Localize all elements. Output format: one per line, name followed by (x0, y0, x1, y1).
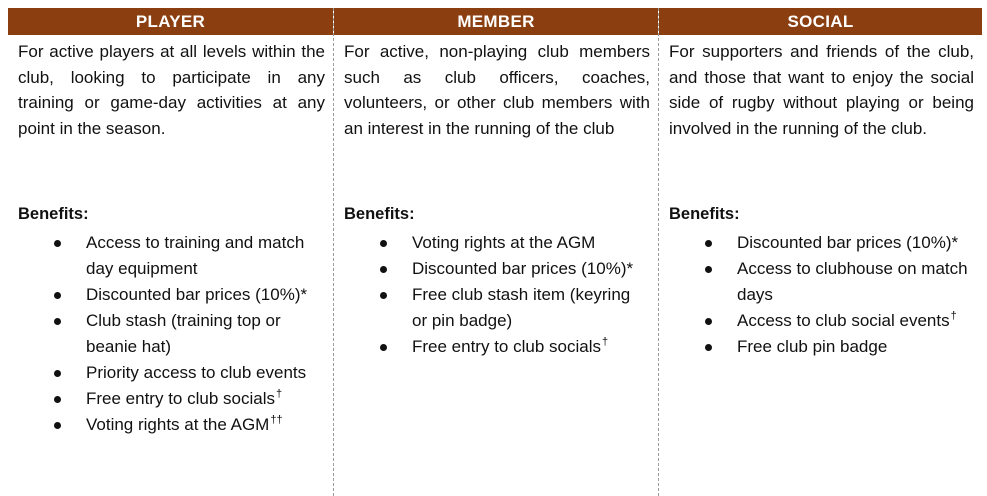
benefits-list (334, 230, 658, 360)
benefit-text: Free entry to club socials (412, 337, 601, 356)
benefit-item (659, 334, 982, 360)
benefit-item (8, 386, 333, 412)
bullet-icon (705, 266, 712, 273)
benefit-item (334, 282, 658, 334)
bullet-icon (54, 318, 61, 325)
column-header: MEMBER (334, 8, 658, 35)
benefit-item (659, 308, 982, 334)
benefits-heading: Benefits: (18, 205, 89, 223)
benefit-item (8, 412, 333, 438)
benefits-list (8, 230, 333, 438)
column-player (8, 8, 333, 496)
benefits-list (659, 230, 982, 360)
benefit-text: Access to club social events (737, 311, 950, 330)
bullet-icon (705, 344, 712, 351)
bullet-icon (380, 292, 387, 299)
benefit-item (8, 282, 333, 308)
benefit-item (659, 230, 982, 256)
column-social (658, 8, 982, 496)
benefit-text: Voting rights at the AGM (86, 415, 270, 434)
benefit-item (8, 230, 333, 282)
benefit-item (8, 360, 333, 386)
bullet-icon (705, 240, 712, 247)
benefit-item (334, 256, 658, 282)
benefit-text: Access to training and match day equipment (86, 233, 305, 278)
bullet-icon (380, 266, 387, 273)
bullet-icon (54, 422, 61, 429)
benefit-text: Discounted bar prices (10%)* (86, 285, 308, 304)
footnote-mark: † (601, 336, 609, 349)
benefit-text: Access to clubhouse on match days (737, 259, 968, 304)
benefits-heading: Benefits: (344, 205, 415, 223)
column-header: SOCIAL (659, 8, 982, 35)
column-description: For supporters and friends of the club, and those that want to enjoy the social side of rugby without playing or being involved in the running of the club. (669, 42, 974, 138)
bullet-icon (380, 240, 387, 247)
bullet-icon (54, 370, 61, 377)
column-description: For active, non-playing club members such as club officers, coaches, volunteers, or other club members with an interest in the running of the club (344, 42, 650, 138)
benefit-text: Club stash (training top or beanie hat) (86, 311, 281, 356)
benefit-text: Free entry to club socials (86, 389, 275, 408)
footnote-mark: †† (270, 414, 283, 427)
benefit-item (334, 334, 658, 360)
bullet-icon (380, 344, 387, 351)
benefit-text: Priority access to club events (86, 363, 307, 382)
benefit-text: Voting rights at the AGM (412, 233, 596, 252)
footnote-mark: † (275, 388, 283, 401)
bullet-icon (54, 292, 61, 299)
benefit-item (8, 308, 333, 360)
column-description: For active players at all levels within the club, looking to participate in any training or game-day activities at any point in the season. (18, 42, 325, 138)
benefit-text: Discounted bar prices (10%)* (737, 233, 959, 252)
footnote-mark: † (950, 310, 957, 323)
benefits-heading: Benefits: (669, 205, 740, 223)
benefit-text: Free club stash item (keyring or pin badge) (412, 285, 631, 330)
benefit-item (659, 256, 982, 308)
bullet-icon (54, 240, 61, 247)
column-header: PLAYER (8, 8, 333, 35)
bullet-icon (705, 318, 712, 325)
bullet-icon (54, 396, 61, 403)
membership-table (8, 8, 982, 496)
benefit-text: Free club pin badge (737, 337, 888, 356)
benefit-text: Discounted bar prices (10%)* (412, 259, 634, 278)
column-member (333, 8, 658, 496)
benefit-item (334, 230, 658, 256)
